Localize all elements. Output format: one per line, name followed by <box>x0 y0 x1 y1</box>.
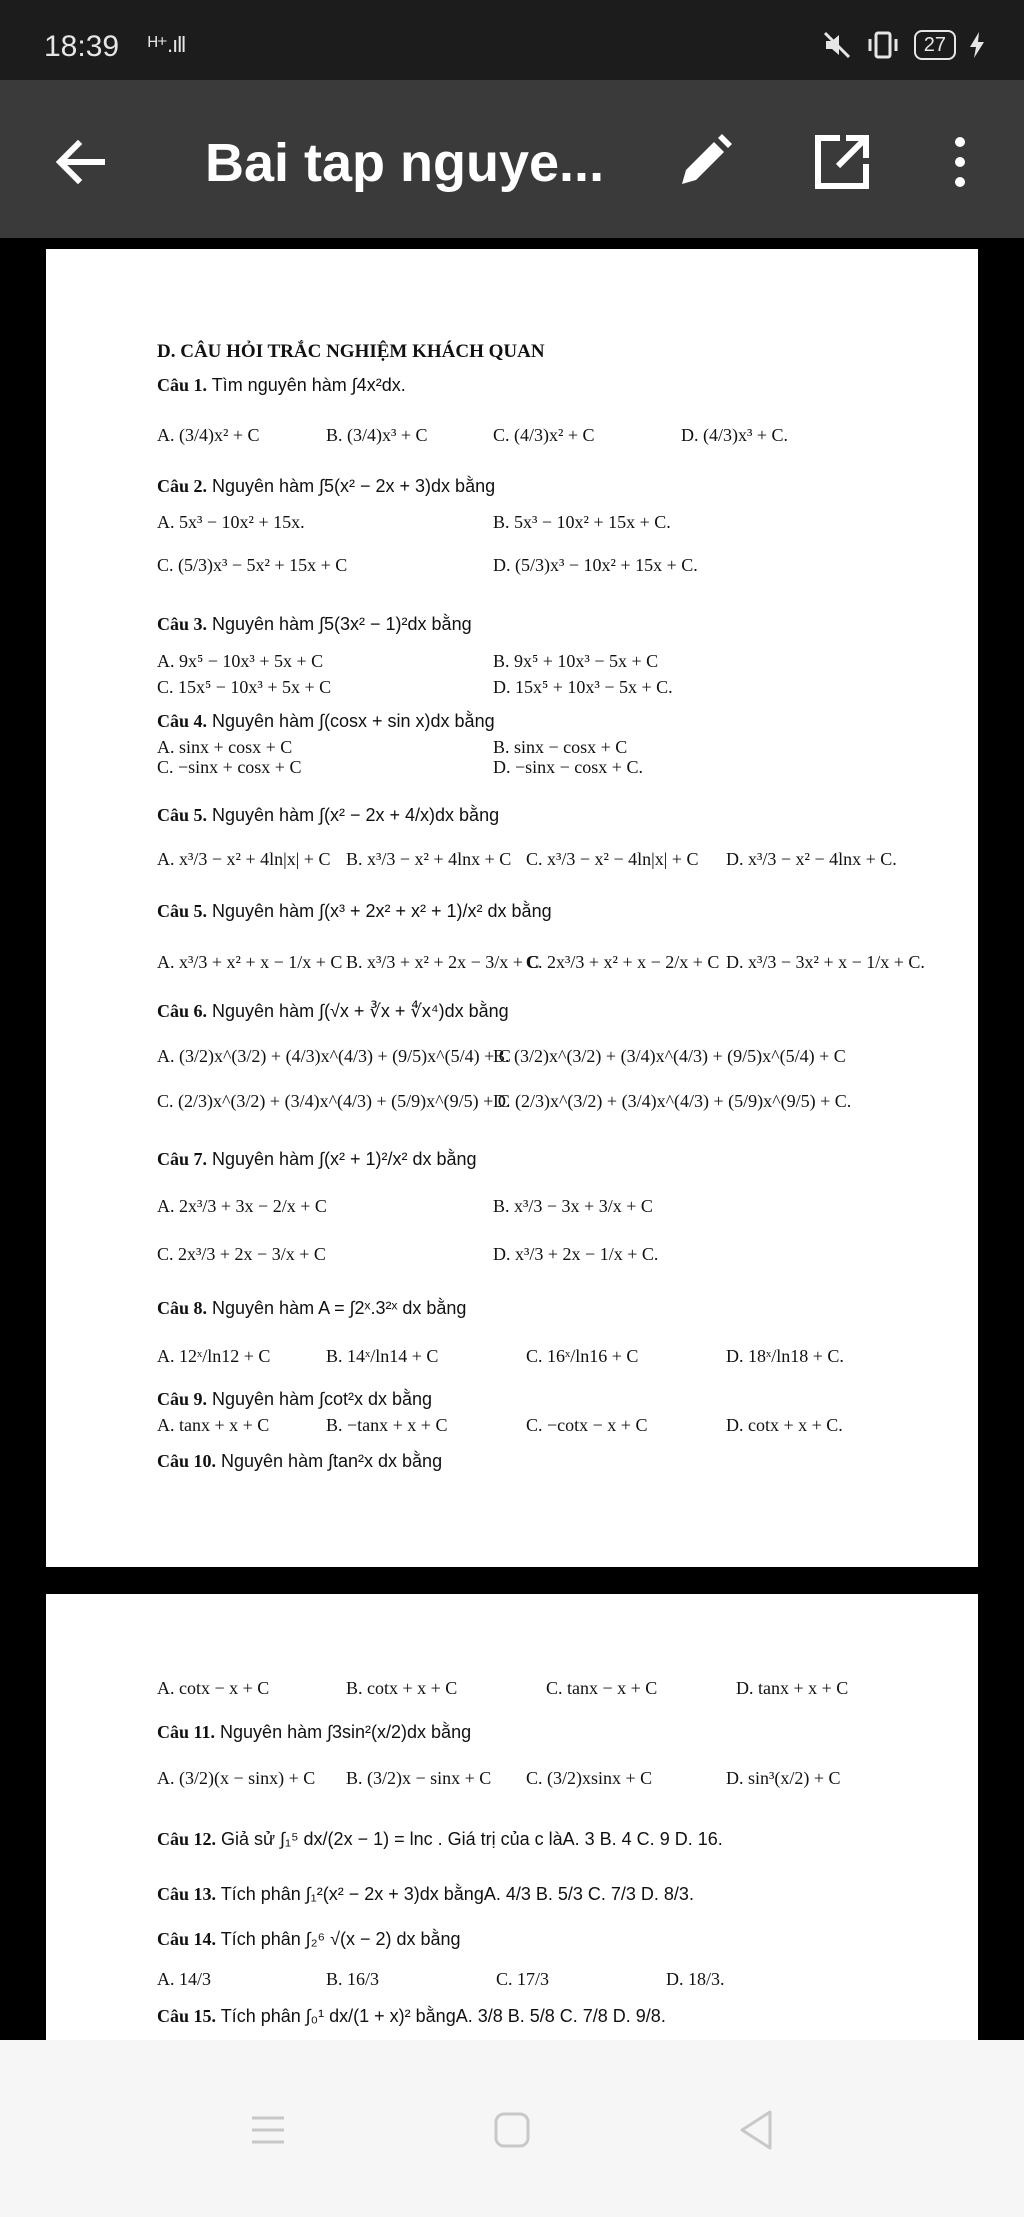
charging-icon <box>970 32 984 58</box>
open-external-icon[interactable] <box>810 130 874 194</box>
navigation-bar <box>0 2040 1024 2217</box>
back-arrow-icon[interactable] <box>48 130 112 194</box>
question-11: Câu 11. Nguyên hàm ∫3sin²(x/2)dx bằng <box>157 1722 472 1742</box>
recent-apps-icon[interactable] <box>238 2100 298 2160</box>
battery-icon: 27 <box>914 30 956 60</box>
question-4: Câu 4. Nguyên hàm ∫(cosx + sin x)dx bằng <box>157 711 495 731</box>
question-7: Câu 7. Nguyên hàm ∫(x² + 1)²/x² dx bằng <box>157 1149 477 1169</box>
document-title: Bai tap nguye... <box>205 133 605 193</box>
vibrate-icon <box>866 30 900 60</box>
back-nav-icon[interactable] <box>726 2100 786 2160</box>
toolbar <box>0 80 1024 238</box>
section-heading: D. CÂU HỎI TRẮC NGHIỆM KHÁCH QUAN <box>157 341 545 362</box>
status-time: 18:39 <box>44 30 120 63</box>
status-bar <box>0 0 1024 80</box>
document-page-1: D. CÂU HỎI TRẮC NGHIỆM KHÁCH QUAN Câu 1. Tìm nguyên hàm ∫4x²dx. A. (3/4)x² + C B. (3/4)x³ + C C. (4/3)x² + C D. (4/3)x³ + C. Câu 2. Nguyên hàm ∫5(x² − 2x + 3)dx bằng A. 5x³ − 10x² + 15x. B. 5x³ − 10x² + 15x + C. C. (5/3)x³ − 5x² + 15x + C D. (5/3)x³ − 10x² + 15x + C. Câu 3. Nguyên hàm ∫5(3x² − 1)²dx bằng A. 9x⁵ − 10x³ + 5x + C B. 9x⁵ + 10x³ − 5x + C C. 15x⁵ − 10x³ + 5x + C D. 15x⁵ + 10x³ − 5x + C. Câu 4. Nguyên hàm ∫(cosx + sin x)dx bằng A. sinx + cosx + C B. sinx − cosx + C C. −sinx + cosx + C D. −sinx − cosx + C. Câu 5. Nguyên hàm ∫(x² − 2x + 4/x)dx bằng A. x³/3 − x² + 4ln|x| + C B. x³/3 − x² + 4lnx + C C. x³/3 − x² − 4ln|x| + C D. x³/3 − x² − 4lnx + C. Câu 5. Nguyên hàm ∫(x³ + 2x² + x² + 1)/x² dx bằng A. x³/3 + x² + x − 1/x + C B. x³/3 + x² + 2x − 3/x + C C. 2x³/3 + x² + x − 2/x + C D. x³/3 − 3x² + x − 1/x + C. Câu 6. Nguyên hàm ∫(√x + ∛x + ∜x⁴)dx bằng A. (3/2)x^(3/2) + (4/3)x^(4/3) + (9/5)x^(5/4) + C B. (3/2)x^(3/2) + (3/4)x^(4/3) + (9/5)x^(5/4) + C C. (2/3)x^(3/2) + (3/4)x^(4/3) + (5/9)x^(9/5) + C D. (2/3)x^(3/2) + (3/4)x^(4/3) + (5/9)x^(9/5) + C. Câu 7. Nguyên hàm ∫(x² + 1)²/x² dx bằng A. 2x³/3 + 3x − 2/x + C B. x³/3 − 3x + 3/x + C C. 2x³/3 + 2x − 3/x + C D. x³/3 + 2x − 1/x + C. Câu 8. Nguyên hàm A = ∫2ˣ.3²ˣ dx bằng A. 12ˣ/ln12 + C B. 14ˣ/ln14 + C C. 16ˣ/ln16 + C D. 18ˣ/ln18 + C. Câu 9. Nguyên hàm ∫cot²x dx bằng A. tanx + x + C B. −tanx + x + C C. −cotx − x + C D. cotx + x + C. Câu 10. Nguyên hàm ∫tan²x dx bằng <box>46 249 978 1567</box>
edit-pencil-icon[interactable] <box>672 130 736 194</box>
document-page-2: A. cotx − x + C B. cotx + x + C C. tanx − x + C D. tanx + x + C Câu 11. Nguyên hàm ∫3sin²(x/2)dx bằng A. (3/2)(x − sinx) + C B. (3/2)x − sinx + C C. (3/2)xsinx + C D. sin³(x/2) + C Câu 12. Giả sử ∫₁⁵ dx/(2x − 1) = lnc . Giá trị của c làA. 3 B. 4 C. 9 D. 16. Câu 13. Tích phân ∫₁²(x² − 2x + 3)dx bằngA. 4/3 B. 5/3 C. 7/3 D. 8/3. Câu 14. Tích phân ∫₂⁶ √(x − 2) dx bằng A. 14/3 B. 16/3 C. 17/3 D. 18/3. Câu 15. Tích phân ∫₀¹ dx/(1 + x)² bằngA. 3/8 B. 5/8 C. 7/8 D. 9/8. <box>46 1594 978 2040</box>
more-options-icon[interactable] <box>944 130 976 194</box>
question-14: Câu 14. Tích phân ∫₂⁶ √(x − 2) dx bằng <box>157 1929 461 1949</box>
question-5b: Câu 5. Nguyên hàm ∫(x³ + 2x² + x² + 1)/x² dx bằng <box>157 901 552 921</box>
question-10: Câu 10. Nguyên hàm ∫tan²x dx bằng <box>157 1451 443 1471</box>
question-2: Câu 2. Nguyên hàm ∫5(x² − 2x + 3)dx bằng <box>157 476 496 496</box>
question-9: Câu 9. Nguyên hàm ∫cot²x dx bằng <box>157 1389 433 1409</box>
status-icons <box>822 30 984 60</box>
question-3: Câu 3. Nguyên hàm ∫5(3x² − 1)²dx bằng <box>157 614 472 634</box>
question-6: Câu 6. Nguyên hàm ∫(√x + ∛x + ∜x⁴)dx bằng <box>157 1001 509 1021</box>
question-15: Câu 15. Tích phân ∫₀¹ dx/(1 + x)² bằngA. 3/8 B. 5/8 C. 7/8 D. 9/8. <box>157 2006 666 2026</box>
signal-icon: ᴴ⁺.ıll <box>148 32 186 57</box>
question-5: Câu 5. Nguyên hàm ∫(x² − 2x + 4/x)dx bằng <box>157 805 500 825</box>
question-1: Câu 1. Tìm nguyên hàm ∫4x²dx. <box>157 375 406 395</box>
question-8: Câu 8. Nguyên hàm A = ∫2ˣ.3²ˣ dx bằng <box>157 1298 467 1318</box>
question-13: Câu 13. Tích phân ∫₁²(x² − 2x + 3)dx bằngA. 4/3 B. 5/3 C. 7/3 D. 8/3. <box>157 1884 694 1904</box>
mute-icon <box>822 30 852 60</box>
question-12: Câu 12. Giả sử ∫₁⁵ dx/(2x − 1) = lnc . Giá trị của c làA. 3 B. 4 C. 9 D. 16. <box>157 1829 723 1849</box>
home-icon[interactable] <box>482 2100 542 2160</box>
